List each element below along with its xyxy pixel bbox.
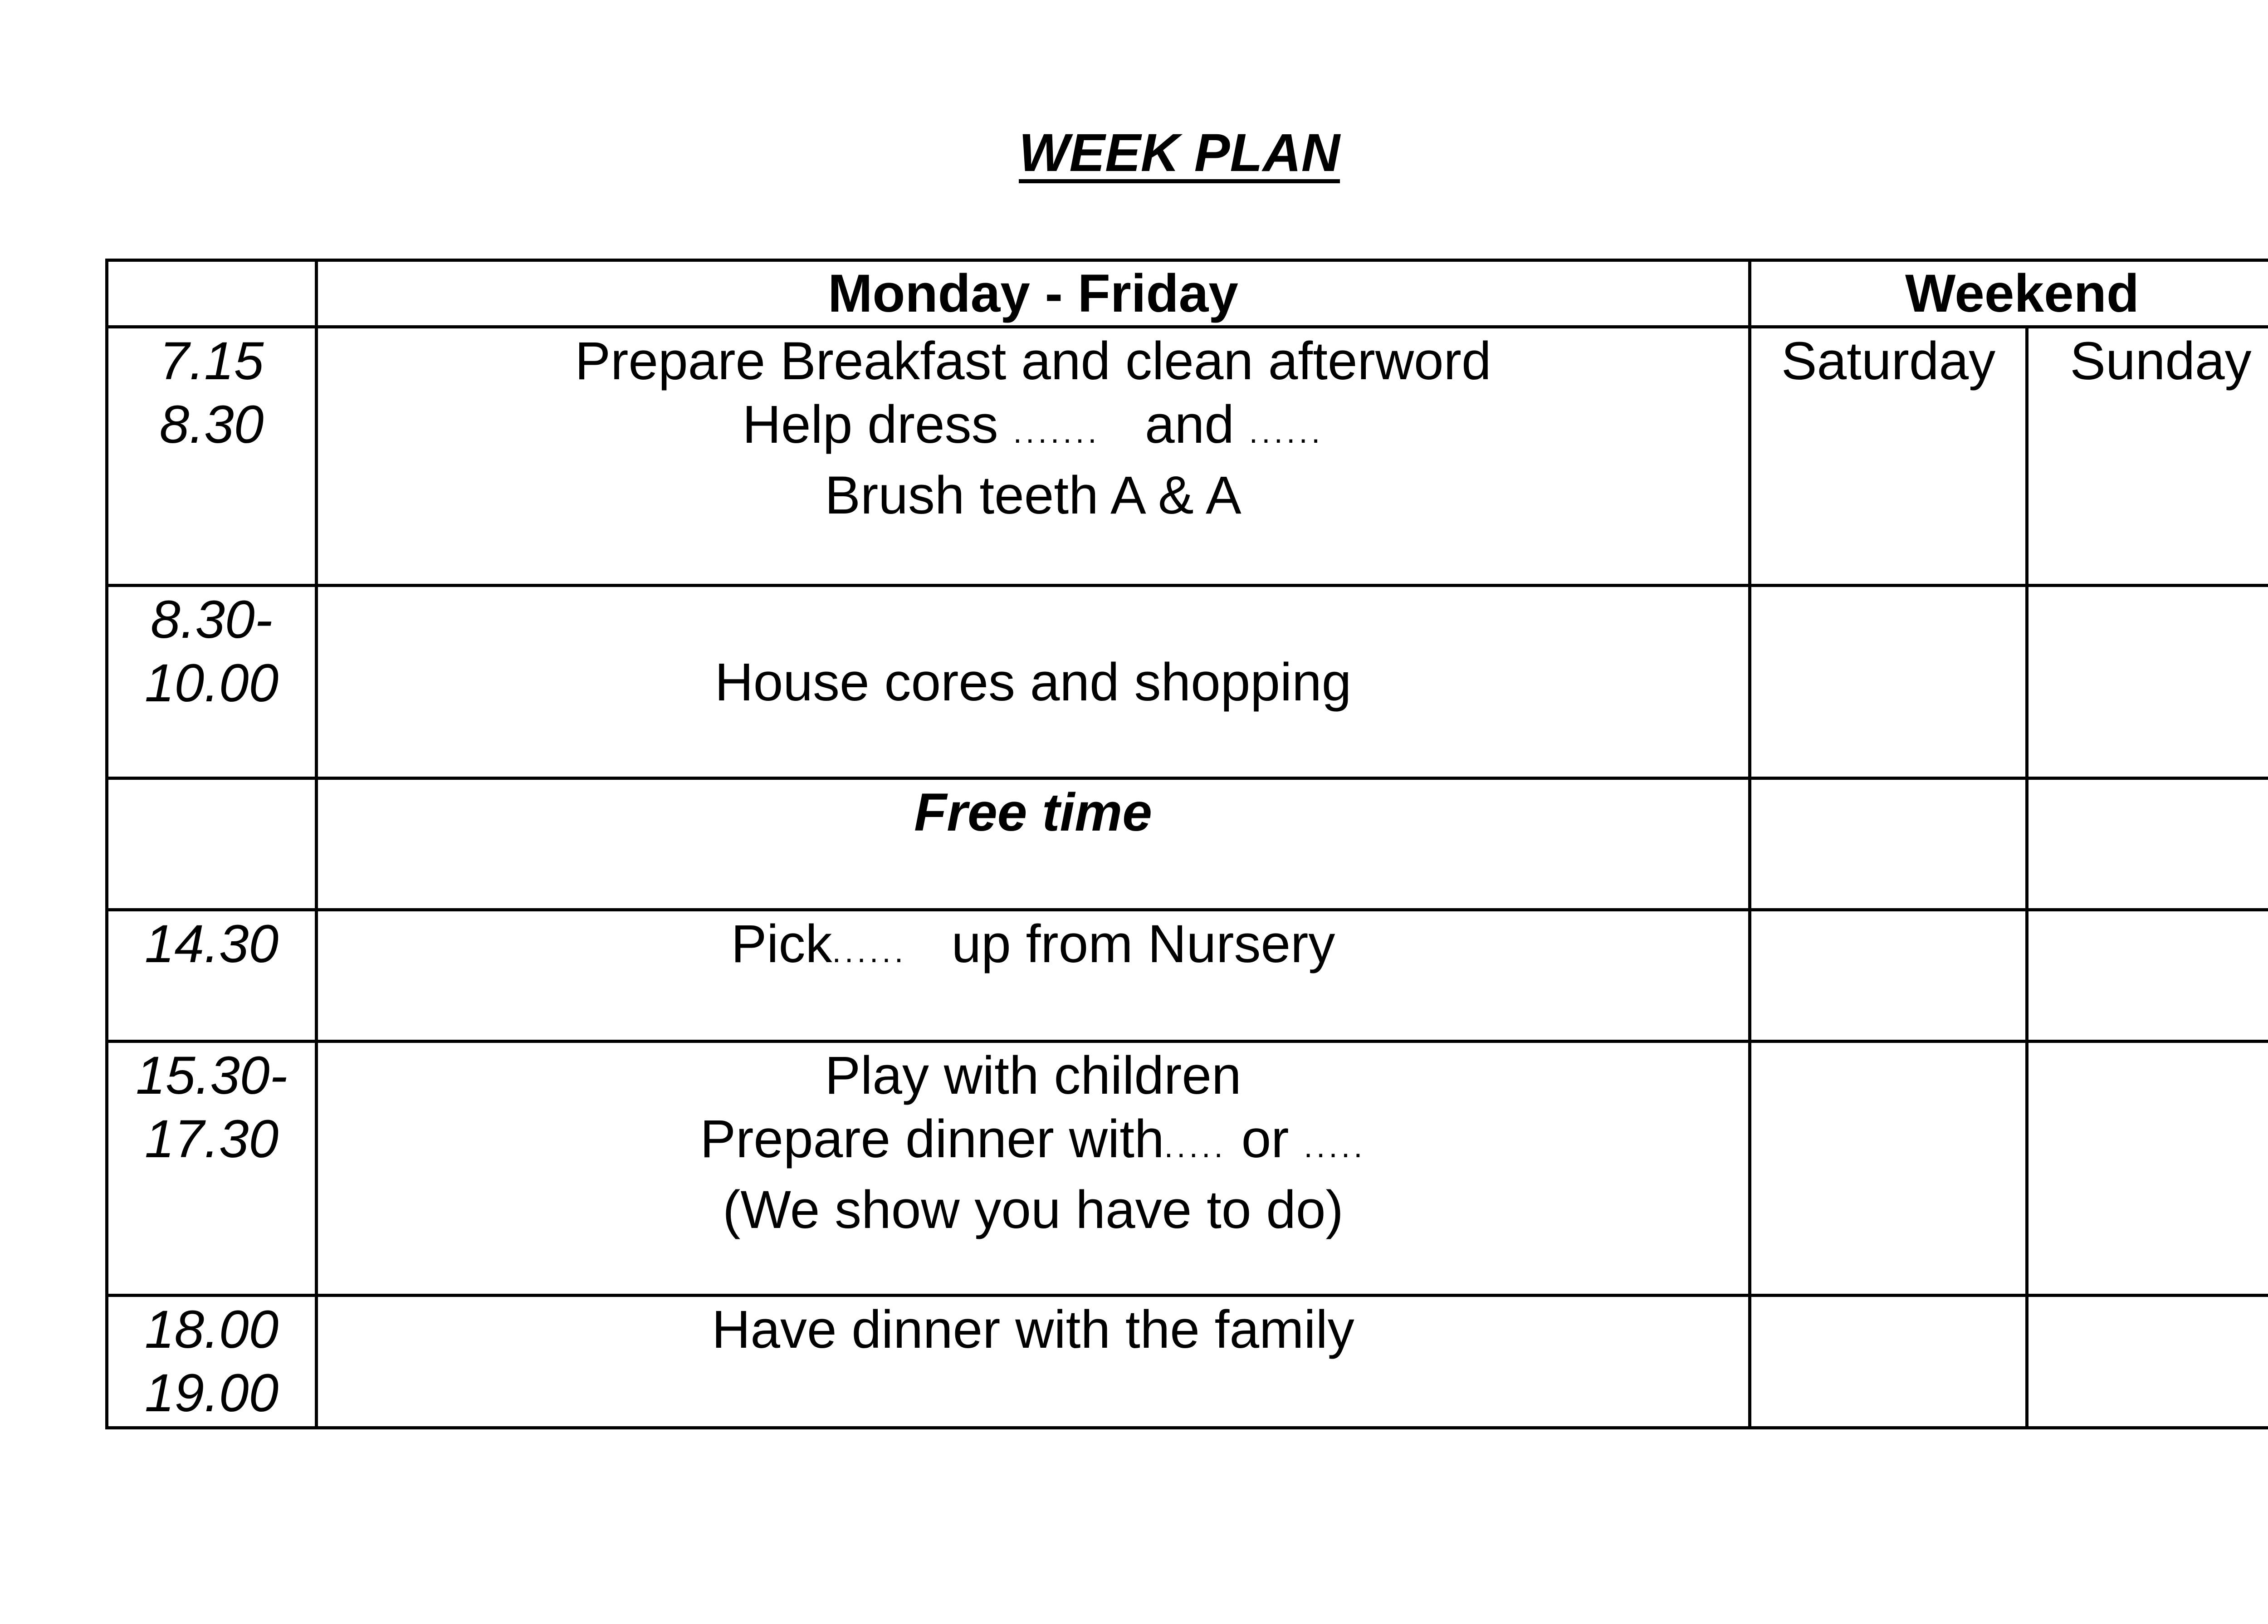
time-cell xyxy=(107,910,317,1042)
sunday-cell xyxy=(2027,1042,2268,1296)
activity-line: House cores and shopping xyxy=(714,652,1352,712)
time-start: 8.30- xyxy=(151,590,273,650)
sunday-cell xyxy=(2027,586,2268,778)
sunday-cell xyxy=(2027,778,2268,910)
saturday-cell xyxy=(1750,1296,2027,1428)
activity-line: Prepare dinner with..... or ..... xyxy=(700,1109,1366,1169)
activity-line: Play with children xyxy=(825,1046,1242,1105)
activity-cell xyxy=(317,778,1750,910)
page-title: WEEK PLAN xyxy=(1019,123,1340,183)
blank-dots: ...... xyxy=(832,934,907,969)
header-weekend: Weekend xyxy=(1750,260,2268,327)
time-start: 7.15 xyxy=(159,331,264,391)
table-row xyxy=(107,327,2268,586)
time-start: 18.00 xyxy=(144,1300,279,1360)
activity-line: Pick...... up from Nursery xyxy=(731,914,1335,974)
activity-cell xyxy=(317,327,1750,586)
week-plan-table xyxy=(105,259,2268,1429)
activity-cell xyxy=(317,910,1750,1042)
time-start: 14.30 xyxy=(144,914,279,974)
time-cell xyxy=(107,1296,317,1428)
saturday-cell xyxy=(1750,910,2027,1042)
table-row xyxy=(107,1296,2268,1428)
time-end: 10.00 xyxy=(144,653,279,713)
time-cell xyxy=(107,778,317,910)
time-cell xyxy=(107,1042,317,1296)
activity-line: Help dress ....... and ...... xyxy=(742,395,1324,455)
table-row xyxy=(107,586,2268,778)
activity-cell xyxy=(317,586,1750,778)
blank-dots: ..... xyxy=(1164,1129,1227,1164)
time-cell xyxy=(107,586,317,778)
table-row xyxy=(107,1042,2268,1296)
blank-dots: ...... xyxy=(1249,414,1324,450)
table-row xyxy=(107,910,2268,1042)
time-start: 15.30- xyxy=(136,1046,288,1105)
sunday-cell xyxy=(2027,910,2268,1042)
activity-cell xyxy=(317,1042,1750,1296)
free-time-label: Free time xyxy=(914,783,1152,842)
activity-line: Prepare Breakfast and clean afterword xyxy=(575,331,1491,391)
sunday-cell: Sunday xyxy=(2027,327,2268,586)
saturday-cell xyxy=(1750,778,2027,910)
time-end: 17.30 xyxy=(144,1109,279,1169)
saturday-cell xyxy=(1750,586,2027,778)
time-cell xyxy=(107,327,317,586)
header-weekday: Monday - Friday xyxy=(317,260,1750,327)
activity-line: Have dinner with the family xyxy=(712,1300,1354,1360)
time-end: 8.30 xyxy=(159,395,264,455)
blank-dots: ..... xyxy=(1304,1129,1366,1164)
header-row xyxy=(107,260,2268,327)
blank-dots: ....... xyxy=(1013,414,1100,450)
saturday-cell: Saturday xyxy=(1750,327,2027,586)
activity-line: (We show you have to do) xyxy=(723,1180,1344,1240)
table-row xyxy=(107,778,2268,910)
time-end: 19.00 xyxy=(144,1363,279,1423)
saturday-cell xyxy=(1750,1042,2027,1296)
activity-line: Brush teeth A & A xyxy=(825,465,1242,525)
sunday-cell xyxy=(2027,1296,2268,1428)
header-corner-cell xyxy=(107,260,317,327)
activity-cell xyxy=(317,1296,1750,1428)
